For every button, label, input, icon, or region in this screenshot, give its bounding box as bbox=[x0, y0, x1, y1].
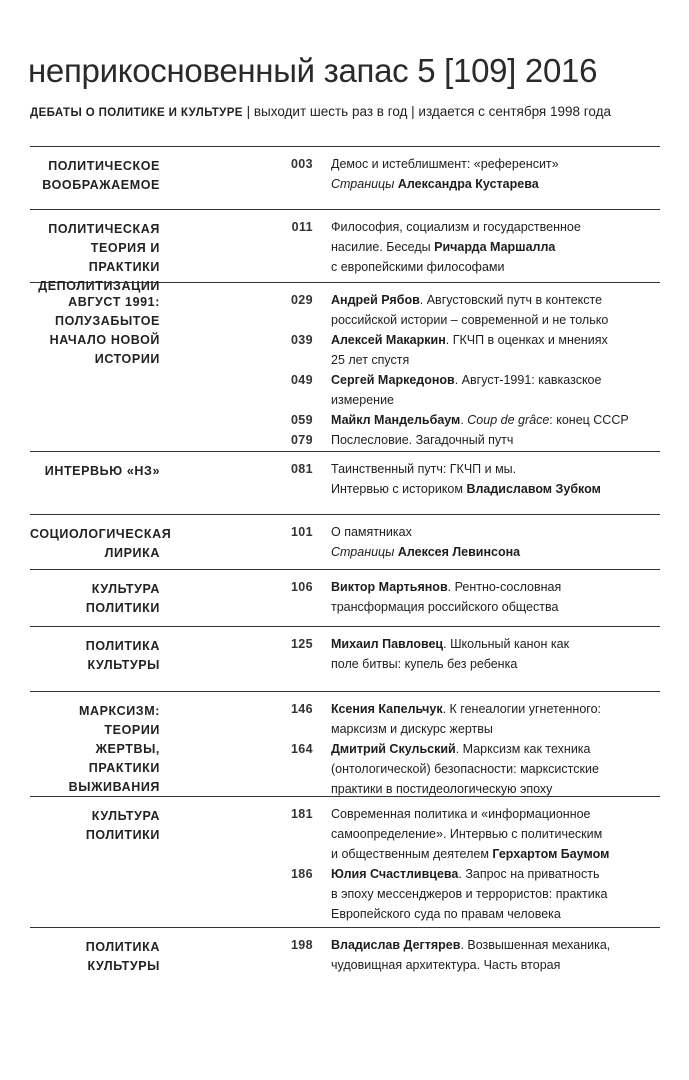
author-name: Дмитрий Скульский bbox=[331, 742, 456, 756]
toc-section bbox=[30, 146, 660, 209]
subtitle-rest: | выходит шесть раз в год | издается с сентября 1998 года bbox=[242, 104, 611, 119]
entry-text bbox=[331, 637, 661, 651]
author-name: Герхартом Баумом bbox=[492, 847, 610, 861]
entry-text bbox=[331, 313, 661, 327]
entry-text bbox=[331, 827, 661, 841]
entry-text bbox=[331, 742, 661, 756]
entry-text-segment: поле битвы: купель без ребенка bbox=[331, 657, 518, 671]
toc-section bbox=[30, 927, 660, 988]
journal-subtitle bbox=[30, 104, 611, 119]
entry-text-segment: . Марксизм как техника bbox=[455, 742, 591, 756]
page-number: 039 bbox=[290, 333, 313, 347]
entry-text bbox=[331, 333, 661, 347]
entry-text-segment: . Возвышенная механика, bbox=[460, 938, 611, 952]
author-name: Алексея Левинсона bbox=[397, 545, 521, 559]
subtitle-bold: ДЕБАТЫ О ПОЛИТИКЕ И КУЛЬТУРЕ bbox=[30, 107, 243, 119]
entry-text-segment: измерение bbox=[331, 393, 395, 407]
entry-text bbox=[331, 220, 661, 234]
entry-text-segment: Современная политика и «информационное bbox=[331, 807, 591, 821]
section-title-line: СОЦИОЛОГИЧЕСКАЯ bbox=[30, 527, 172, 541]
entry-text bbox=[331, 958, 661, 972]
section-title-line: МАРКСИЗМ: ТЕОРИИ bbox=[78, 704, 160, 737]
entry-text-segment: Европейского суда по правам человека bbox=[331, 907, 561, 921]
entry-text bbox=[331, 600, 661, 614]
page-number: 081 bbox=[290, 462, 313, 476]
toc-section bbox=[30, 451, 660, 514]
section-title bbox=[30, 938, 160, 976]
entry-text-segment: . bbox=[460, 413, 468, 427]
author-name: Ричарда Маршалла bbox=[434, 240, 556, 254]
entry-text-segment: самоопределение». Интервью с политическим bbox=[331, 827, 603, 841]
entry-text bbox=[331, 260, 661, 274]
author-name: Виктор Мартьянов bbox=[331, 580, 448, 594]
section-title bbox=[30, 157, 160, 195]
entry-text-segment: О памятниках bbox=[331, 525, 412, 539]
entry-text-segment: Таинственный путч: ГКЧП и мы. bbox=[331, 462, 517, 476]
section-title-line: ДЕПОЛИТИЗАЦИИ bbox=[38, 279, 160, 293]
entry-text-segment: Философия, социализм и государственное bbox=[331, 220, 581, 234]
section-title-line: КУЛЬТУРА bbox=[91, 582, 160, 596]
section-title bbox=[30, 293, 160, 369]
entry-text bbox=[331, 762, 661, 776]
entry-text bbox=[331, 177, 661, 191]
entry-text bbox=[331, 907, 661, 921]
entry-text bbox=[331, 807, 661, 821]
author-name: Алексей Макаркин bbox=[331, 333, 446, 347]
toc-section bbox=[30, 626, 660, 691]
entry-text-segment: с европейскими философами bbox=[331, 260, 505, 274]
section-title-line: ПОЛИТИКИ bbox=[85, 601, 160, 615]
author-name: Сергей Маркедонов bbox=[331, 373, 455, 387]
entry-text-segment: . Школьный канон как bbox=[443, 637, 570, 651]
journal-title: неприкосновенный запас 5 [109] 2016 bbox=[28, 52, 598, 89]
entry-text-segment: чудовищная архитектура. Часть вторая bbox=[331, 958, 561, 972]
section-title-line: ВЫЖИВАНИЯ bbox=[68, 780, 160, 794]
toc-section bbox=[30, 796, 660, 927]
section-title-line: ЛИРИКА bbox=[104, 546, 160, 560]
entry-text-segment: . К генеалогии угнетенного: bbox=[442, 702, 601, 716]
section-title bbox=[30, 580, 160, 618]
page-number: 181 bbox=[290, 807, 313, 821]
section-title-line: НАЧАЛО НОВОЙ bbox=[49, 333, 160, 347]
toc-section bbox=[30, 691, 660, 796]
italic-text: Страницы bbox=[331, 177, 398, 191]
section-title-line: ПОЛИТИКИ bbox=[85, 828, 160, 842]
entry-text-segment: . Августовский путч в контексте bbox=[419, 293, 603, 307]
entry-text bbox=[331, 545, 661, 559]
italic-text: Coup de grâce bbox=[467, 413, 550, 427]
section-title-line: АВГУСТ 1991: bbox=[68, 295, 160, 309]
entry-text bbox=[331, 413, 661, 427]
page-number: 003 bbox=[290, 157, 313, 171]
italic-text: Страницы bbox=[331, 545, 398, 559]
entry-text-segment: . Рентно-сословная bbox=[447, 580, 562, 594]
entry-text-segment: Послесловие. Загадочный путч bbox=[331, 433, 514, 447]
toc-section bbox=[30, 209, 660, 293]
section-title bbox=[30, 462, 160, 481]
entry-text-segment: Демос и истеблишмент: «референсит» bbox=[331, 157, 559, 171]
entry-text bbox=[331, 847, 661, 861]
section-title-line: КУЛЬТУРА bbox=[91, 809, 160, 823]
section-title-line: ПОЛИТИКА bbox=[85, 639, 160, 653]
entry-text bbox=[331, 393, 661, 407]
page-number: 164 bbox=[290, 742, 313, 756]
entry-text bbox=[331, 702, 661, 716]
entry-text-segment: российской истории – современной и не только bbox=[331, 313, 609, 327]
entry-text bbox=[331, 433, 661, 447]
entry-text-segment: : конец СССР bbox=[549, 413, 629, 427]
entry-text bbox=[331, 887, 661, 901]
author-name: Ксения Капельчук bbox=[331, 702, 443, 716]
page-number: 049 bbox=[290, 373, 313, 387]
page-number: 146 bbox=[290, 702, 313, 716]
entry-text-segment: трансформация российского общества bbox=[331, 600, 559, 614]
entry-text bbox=[331, 373, 661, 387]
section-title bbox=[30, 637, 160, 675]
entry-text bbox=[331, 867, 661, 881]
entry-text-segment: . Запрос на приватность bbox=[458, 867, 600, 881]
section-title-line: ПОЛИТИКА bbox=[85, 940, 160, 954]
section-title-line: ИСТОРИИ bbox=[94, 352, 160, 366]
table-of-contents bbox=[30, 146, 660, 988]
toc-section bbox=[30, 569, 660, 626]
page-number: 106 bbox=[290, 580, 313, 594]
entry-text-segment: (онтологической) безопасности: марксистские bbox=[331, 762, 599, 776]
section-title-line: КУЛЬТУРЫ bbox=[87, 959, 160, 973]
toc-section bbox=[30, 282, 660, 451]
entry-text bbox=[331, 240, 661, 254]
author-name: Александра Кустарева bbox=[397, 177, 539, 191]
section-title-line: ПОЛИТИЧЕСКАЯ bbox=[48, 222, 160, 236]
entry-text bbox=[331, 353, 661, 367]
toc-section bbox=[30, 514, 660, 569]
section-title bbox=[30, 525, 172, 563]
section-title-line: ТЕОРИЯ И ПРАКТИКИ bbox=[88, 241, 160, 274]
page-number: 198 bbox=[290, 938, 313, 952]
page-number: 125 bbox=[290, 637, 313, 651]
entry-text bbox=[331, 722, 661, 736]
author-name: Андрей Рябов bbox=[331, 293, 420, 307]
section-title-line: КУЛЬТУРЫ bbox=[87, 658, 160, 672]
entry-text-segment: насилие. Беседы bbox=[331, 240, 435, 254]
section-title-line: ПОЛИТИЧЕСКОЕ bbox=[48, 159, 160, 173]
entry-text-segment: марксизм и дискурс жертвы bbox=[331, 722, 493, 736]
section-title bbox=[30, 702, 160, 797]
page-number: 186 bbox=[290, 867, 313, 881]
entry-text bbox=[331, 462, 661, 476]
author-name: Юлия Счастливцева bbox=[331, 867, 459, 881]
author-name: Майкл Мандельбаум bbox=[331, 413, 461, 427]
entry-text-segment: 25 лет спустя bbox=[331, 353, 410, 367]
author-name: Михаил Павловец bbox=[331, 637, 444, 651]
entry-text bbox=[331, 525, 661, 539]
entry-text-segment: и общественным деятелем bbox=[331, 847, 493, 861]
section-title-line: ИНТЕРВЬЮ «НЗ» bbox=[44, 464, 160, 478]
page-number: 059 bbox=[290, 413, 313, 427]
entry-text bbox=[331, 782, 661, 796]
section-title-line: ЖЕРТВЫ, ПРАКТИКИ bbox=[88, 742, 160, 775]
entry-text bbox=[331, 482, 661, 496]
page-number: 101 bbox=[290, 525, 313, 539]
page-number: 029 bbox=[290, 293, 313, 307]
page-number: 079 bbox=[290, 433, 313, 447]
entry-text bbox=[331, 580, 661, 594]
entry-text bbox=[331, 157, 661, 171]
page-number: 011 bbox=[291, 220, 313, 234]
section-title-line: ПОЛУЗАБЫТОЕ bbox=[54, 314, 160, 328]
section-title bbox=[30, 807, 160, 845]
entry-text-segment: Интервью с историком bbox=[331, 482, 467, 496]
entry-text bbox=[331, 293, 661, 307]
entry-text-segment: практики в постидеологическую эпоху bbox=[331, 782, 553, 796]
author-name: Владиславом Зубком bbox=[466, 482, 601, 496]
entry-text-segment: . Август-1991: кавказское bbox=[454, 373, 602, 387]
author-name: Владислав Дегтярев bbox=[331, 938, 461, 952]
entry-text-segment: . ГКЧП в оценках и мнениях bbox=[445, 333, 608, 347]
entry-text-segment: в эпоху мессенджеров и террористов: практика bbox=[331, 887, 608, 901]
entry-text bbox=[331, 938, 661, 952]
section-title-line: ВООБРАЖАЕМОЕ bbox=[42, 178, 160, 192]
entry-text bbox=[331, 657, 661, 671]
